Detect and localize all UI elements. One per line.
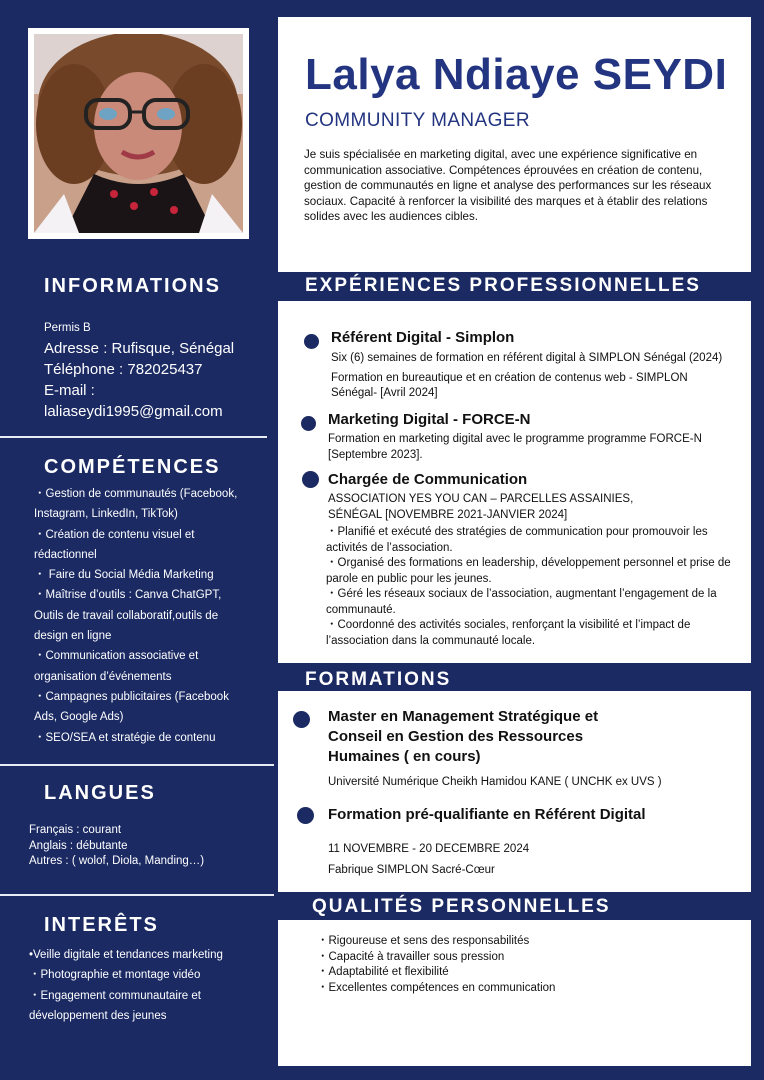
address-text: Adresse : Rufisque, Sénégal (44, 340, 235, 357)
job-detail-line: Formation en bureautique et en création de contenus web - SIMPLON Sénégal- [Avril 2024] (331, 371, 688, 399)
profile-photo (34, 34, 243, 233)
divider (0, 764, 274, 766)
informations-heading: INFORMATIONS (44, 275, 221, 297)
langues-list (29, 823, 204, 870)
list-item: ・Engagement communautaire et développement des jeunes (29, 989, 201, 1022)
job-title: Marketing Digital - FORCE-N (328, 411, 531, 428)
job-detail-line: ・Coordonné des activités sociales, renforçant la visibilité et l’impact de l’association dans la communauté locale. (326, 619, 691, 647)
job-title: Chargée de Communication (328, 471, 528, 488)
list-item: ・Création de contenu visuel et rédactionnel (34, 528, 195, 561)
list-item: ・Communication associative et organisation d’événements (34, 650, 199, 683)
list-item: Autres : ( wolof, Diola, Manding…) (29, 855, 205, 867)
competences-heading: COMPÉTENCES (44, 456, 221, 478)
job-detail-line: Formation en marketing digital avec le programme programme FORCE-N [Septembre 2023]. (328, 433, 702, 461)
job-detail-line: Six (6) semaines de formation en référent digital à SIMPLON Sénégal (2024) (331, 352, 723, 364)
interets-list (29, 945, 229, 1026)
list-item: ・Campagnes publicitaires (Facebook Ads, Google Ads) (34, 690, 229, 724)
interets-heading: INTERÊTS (44, 914, 159, 936)
list-item: ・Gestion de communautés (Facebook, Instagram, LinkedIn, TikTok) (34, 488, 238, 521)
competences-list (34, 484, 252, 748)
job-details (331, 351, 731, 402)
job-details (328, 432, 728, 463)
phone-text: Téléphone : 782025437 (44, 361, 203, 378)
job-details (326, 492, 734, 649)
divider (0, 894, 274, 896)
bullet-dot (302, 471, 319, 488)
list-item: ・Maîtrise d’outils : Canva ChatGPT, Outils de travail collaboratif,outils de design en ligne (34, 589, 222, 643)
bullet-dot (293, 711, 310, 728)
profile-photo-frame (28, 28, 249, 239)
job-detail-line: ・Planifié et exécuté des stratégies de communication pour promouvoir les activités de l’association. (326, 526, 708, 554)
list-item: ・ Faire du Social Média Marketing (34, 569, 214, 582)
list-item: ・Capacité à travailler sous pression (317, 950, 505, 963)
job-detail-line: ・Géré les réseaux sociaux de l’association, augmentant l’engagement de la communauté. (326, 588, 717, 616)
profile-summary: Je suis spécialisée en marketing digital, avec une expérience significative en communication associative. Compétences éprouvées en création de contenu, gestion de communautés en ligne et analyse des performances sur les réseaux sociaux. Capacité à renforcer la visibilité des marques et à établir des relations solides avec les audiences cibles. (304, 148, 712, 224)
email-link[interactable]: laliaseydi1995@gmail.com (44, 403, 223, 420)
list-item: ・Photographie et montage vidéo (29, 969, 201, 982)
list-item: ・SEO/SEA et stratégie de contenu (34, 731, 216, 744)
list-item: ・Excellentes compétences en communication (317, 981, 556, 994)
list-item: •Veille digitale et tendances marketing (29, 949, 223, 961)
qualites-heading: QUALITÉS PERSONNELLES (312, 896, 611, 917)
formation-title: Formation pré-qualifiante en Référent Digital (328, 806, 646, 823)
formations-heading: FORMATIONS (305, 669, 452, 690)
formation-school: Université Numérique Cheikh Hamidou KANE ( UNCHK ex UVS ) (328, 776, 662, 788)
divider (0, 436, 267, 438)
list-item: Anglais : débutante (29, 839, 128, 852)
formation-dates: 11 NOVEMBRE - 20 DECEMBRE 2024 (328, 843, 530, 855)
job-role: COMMUNITY MANAGER (305, 110, 530, 131)
list-item: Français : courant (29, 824, 122, 836)
formation-school: Fabrique SIMPLON Sacré-Cœur (328, 864, 495, 876)
bullet-dot (297, 807, 314, 824)
job-title: Référent Digital - Simplon (331, 329, 515, 346)
permis-text: Permis B (44, 322, 91, 334)
job-detail-line: ・Organisé des formations en leadership, développement personnel et prise de parole en public pour les jeunes. (326, 557, 731, 585)
bullet-dot (301, 416, 316, 431)
list-item: ・Adaptabilité et flexibilité (317, 966, 449, 978)
list-item: ・Rigoureuse et sens des responsabilités (317, 935, 530, 947)
experiences-heading: EXPÉRIENCES PROFESSIONNELLES (305, 275, 701, 296)
bullet-dot (304, 334, 319, 349)
qualites-list (317, 934, 555, 996)
email-label: E-mail : (44, 382, 95, 399)
full-name: Lalya Ndiaye SEYDI (305, 50, 728, 99)
job-detail-line: ASSOCIATION YES YOU CAN – PARCELLES ASSAINIES, SÉNÉGAL [NOVEMBRE 2021-JANVIER 2024] (328, 493, 634, 521)
langues-heading: LANGUES (44, 782, 156, 804)
formation-title: Master en Management Stratégique et Conseil en Gestion des Ressources Humaines ( en cours) (328, 708, 599, 765)
